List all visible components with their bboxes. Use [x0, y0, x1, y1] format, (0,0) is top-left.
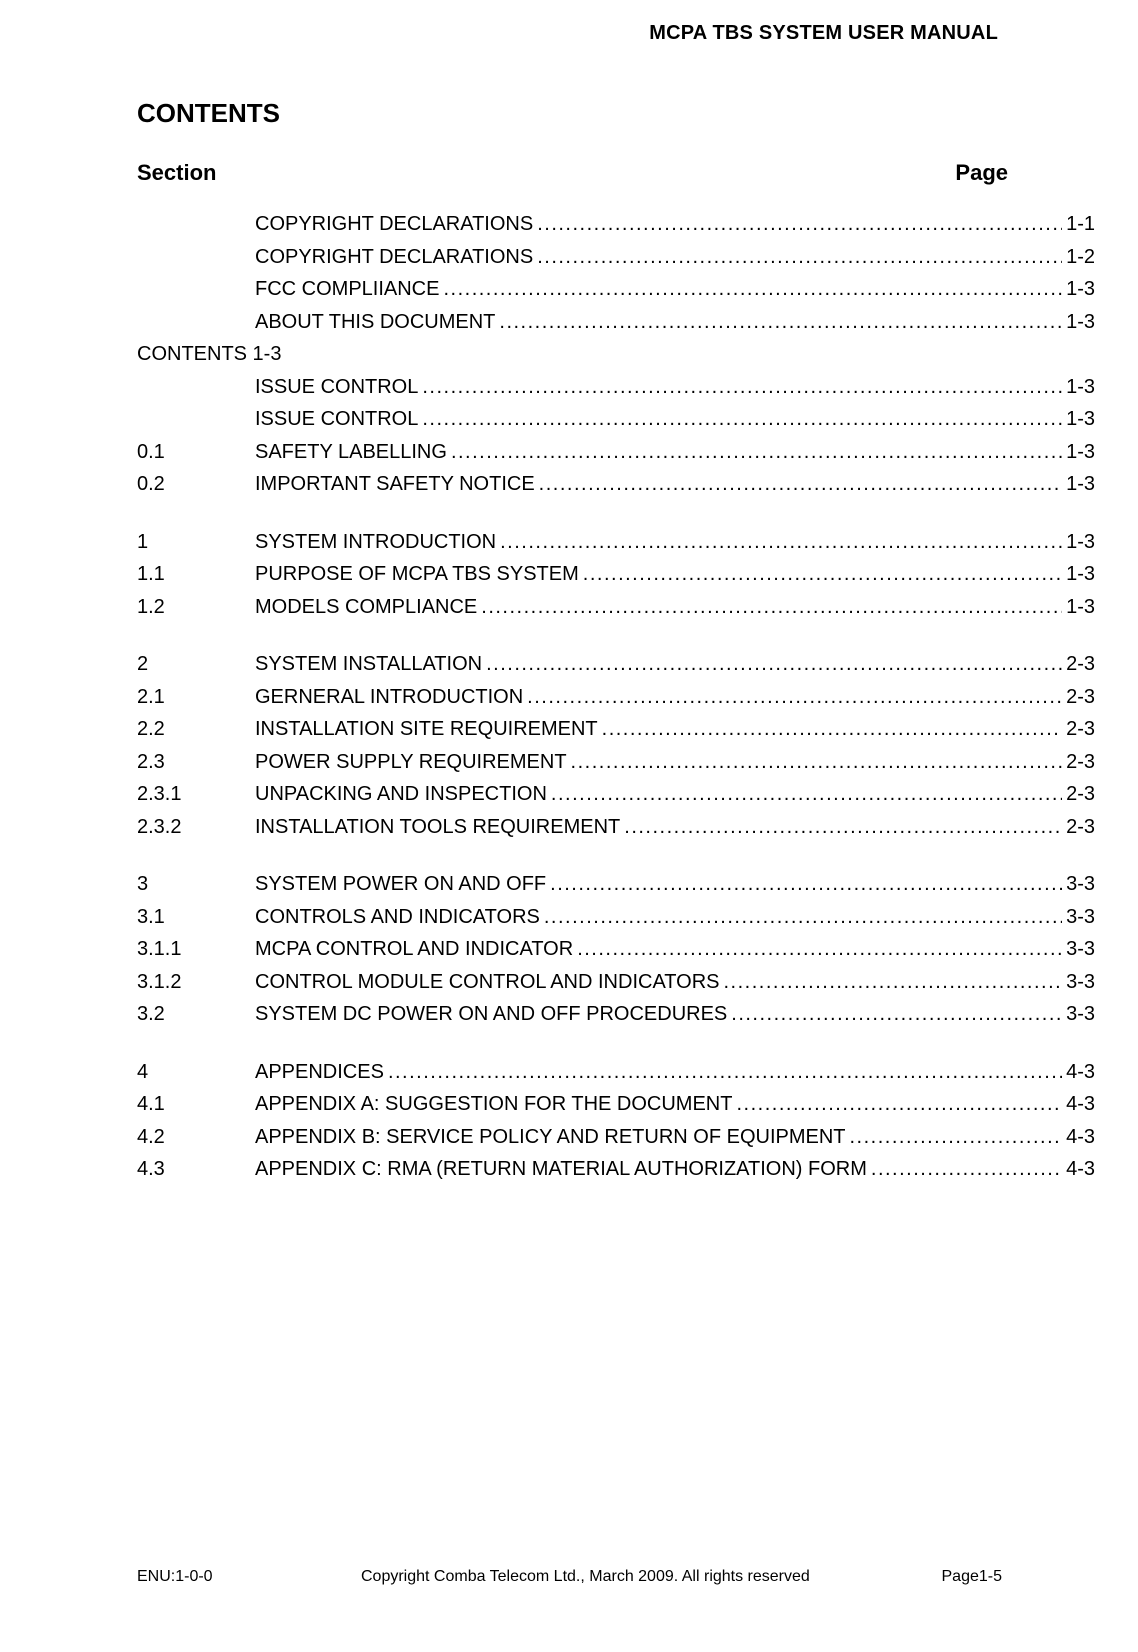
toc-dot-leader: [731, 1003, 1062, 1026]
toc-entry-page: 2-3: [1066, 750, 1095, 773]
toc-entry-number: 3.1.1: [137, 938, 182, 960]
toc-entry-page: 1-3: [1066, 440, 1095, 463]
toc-entry[interactable]: [137, 408, 1095, 441]
toc-entry-number: 0.1: [137, 440, 165, 463]
page-column-header: Page: [955, 160, 1008, 185]
toc-entry-page: 1-1: [1066, 213, 1095, 235]
toc-entry-page: 3-3: [1066, 905, 1095, 928]
toc-entry-page: 1-3: [1066, 473, 1095, 495]
toc-entry-title: GERNERAL INTRODUCTION: [255, 685, 524, 708]
toc-entry-number: 1.1: [137, 563, 165, 585]
toc-dot-leader: [481, 596, 1062, 619]
toc-entry[interactable]: [137, 1126, 1095, 1159]
toc-entry[interactable]: [137, 816, 1095, 849]
toc-entry-page: 1-3: [1066, 563, 1095, 585]
toc-dot-leader: [443, 278, 1062, 301]
toc-entry[interactable]: [137, 278, 1095, 311]
toc-entry-title: ISSUE CONTROL: [255, 408, 419, 430]
toc-dot-leader: [871, 1158, 1062, 1181]
toc-entry-page: 4-3: [1066, 1125, 1095, 1148]
toc-entry-page: 1-3: [1066, 595, 1095, 618]
toc-dot-leader: [550, 873, 1062, 896]
section-column-header: Section: [137, 160, 217, 185]
toc-entry[interactable]: [137, 531, 1095, 564]
toc-entry-page: 3-3: [1066, 938, 1095, 960]
toc-entry-title: CONTROL MODULE CONTROL AND INDICATORS: [255, 970, 720, 993]
toc-entry-title: APPENDIX A: SUGGESTION FOR THE DOCUMENT: [255, 1093, 733, 1115]
toc-entry-title: CONTROLS AND INDICATORS: [255, 905, 540, 928]
toc-entry[interactable]: [137, 376, 1095, 409]
toc-entry-number: 4: [137, 1060, 149, 1083]
toc-entry-number: 4.3: [137, 1158, 165, 1180]
toc-entry-title: CONTENTS 1-3: [137, 343, 282, 365]
toc-dot-leader: [422, 376, 1062, 399]
toc-entry-number: 4.2: [137, 1125, 165, 1148]
toc-entry[interactable]: [137, 686, 1095, 719]
toc-entry-title: PURPOSE OF MCPA TBS SYSTEM: [255, 563, 579, 585]
toc-entry[interactable]: [137, 1093, 1095, 1126]
toc-dot-leader: [422, 408, 1062, 431]
toc-entry[interactable]: [137, 718, 1095, 751]
toc-dot-leader: [736, 1093, 1062, 1116]
toc-entry-page: 3-3: [1066, 1003, 1095, 1025]
toc-entry[interactable]: [137, 596, 1095, 629]
toc-entry-title: SYSTEM POWER ON AND OFF: [255, 873, 547, 895]
toc-entry-number: 2.3.1: [137, 783, 182, 805]
toc-entry[interactable]: [137, 873, 1095, 906]
toc-entry-title: SAFETY LABELLING: [255, 440, 447, 463]
toc-entry[interactable]: [137, 751, 1095, 784]
toc-entry-number: 3: [137, 873, 149, 895]
toc-dot-leader: [571, 751, 1063, 774]
toc-entry[interactable]: [137, 311, 1095, 344]
toc-dot-leader: [500, 531, 1062, 554]
toc-entry-page: 1-2: [1066, 245, 1095, 268]
toc-entry-title: COPYRIGHT DECLARATIONS: [255, 245, 534, 268]
toc-entry-number: 0.2: [137, 473, 165, 495]
toc-entry-page: 4-3: [1066, 1060, 1095, 1083]
toc-entry[interactable]: [137, 906, 1095, 939]
copyright-notice: Copyright Comba Telecom Ltd., March 2009. All rights reserved: [361, 1568, 810, 1585]
toc-dot-leader: [577, 938, 1062, 961]
toc-entry-number: 3.1: [137, 905, 165, 928]
toc-dot-leader: [850, 1126, 1063, 1149]
toc-dot-leader: [724, 971, 1063, 994]
toc-entry-title: IMPORTANT SAFETY NOTICE: [255, 473, 535, 495]
toc-entry-page: 1-3: [1066, 310, 1095, 333]
toc-entry-title: INSTALLATION TOOLS REQUIREMENT: [255, 815, 621, 838]
toc-entry[interactable]: [137, 563, 1095, 596]
page-number: Page1-5: [941, 1568, 1002, 1585]
toc-entry-number: 4.1: [137, 1093, 165, 1115]
toc-dot-leader: [537, 213, 1062, 236]
toc-entry-number: 2: [137, 653, 149, 675]
toc-entry-page: 1-3: [1066, 530, 1095, 553]
toc-entry[interactable]: [137, 441, 1095, 474]
table-of-contents: [137, 213, 1095, 1191]
toc-dot-leader: [527, 686, 1062, 709]
toc-dot-leader: [551, 783, 1062, 806]
toc-dot-leader: [583, 563, 1062, 586]
toc-entry-title: FCC COMPLIIANCE: [255, 278, 440, 300]
toc-entry[interactable]: [137, 938, 1095, 971]
toc-entry-number: 2.3.2: [137, 815, 182, 838]
toc-entry[interactable]: [137, 1003, 1095, 1036]
toc-entry-number: 1: [137, 530, 149, 553]
toc-entry-page: 3-3: [1066, 873, 1095, 895]
toc-entry-number: 1.2: [137, 595, 165, 618]
toc-entry-title: APPENDICES: [255, 1060, 384, 1083]
toc-entry[interactable]: [137, 213, 1095, 246]
toc-entry-title: POWER SUPPLY REQUIREMENT: [255, 750, 567, 773]
toc-entry[interactable]: [137, 1158, 1095, 1191]
toc-entry-page: 2-3: [1066, 718, 1095, 740]
toc-entry-title: MCPA CONTROL AND INDICATOR: [255, 938, 574, 960]
toc-dot-leader: [624, 816, 1062, 839]
toc-entry-number: 2.1: [137, 685, 165, 708]
toc-entry-title: INSTALLATION SITE REQUIREMENT: [255, 718, 598, 740]
toc-dot-leader: [544, 906, 1062, 929]
toc-entry-title: APPENDIX B: SERVICE POLICY AND RETURN OF EQUIPMENT: [255, 1125, 846, 1148]
toc-entry-title: SYSTEM DC POWER ON AND OFF PROCEDURES: [255, 1003, 728, 1025]
toc-entry[interactable]: [137, 473, 1095, 506]
toc-entry-title: APPENDIX C: RMA (RETURN MATERIAL AUTHORIZATION) FORM: [255, 1158, 867, 1180]
toc-dot-leader: [451, 441, 1062, 464]
toc-entry-page: 4-3: [1066, 1093, 1095, 1115]
toc-entry-number: 3.2: [137, 1003, 165, 1025]
toc-entry[interactable]: [137, 783, 1095, 816]
toc-dot-leader: [537, 246, 1062, 269]
toc-dot-leader: [539, 473, 1062, 496]
toc-dot-leader: [602, 718, 1062, 741]
toc-entry-page: 1-3: [1066, 278, 1095, 300]
toc-entry-number: 2.3: [137, 750, 165, 773]
toc-entry[interactable]: [137, 1061, 1095, 1094]
toc-dot-leader: [486, 653, 1062, 676]
toc-dot-leader: [388, 1061, 1062, 1084]
toc-entry-title: SYSTEM INSTALLATION: [255, 653, 483, 675]
toc-entry[interactable]: [137, 246, 1095, 279]
toc-entry-title: COPYRIGHT DECLARATIONS: [255, 213, 534, 235]
toc-entry[interactable]: [137, 971, 1095, 1004]
toc-entry-page: 3-3: [1066, 970, 1095, 993]
toc-entry-number: 2.2: [137, 718, 165, 740]
document-id: ENU:1-0-0: [137, 1568, 213, 1585]
toc-entry-number: 3.1.2: [137, 970, 182, 993]
toc-entry-title: ABOUT THIS DOCUMENT: [255, 310, 496, 333]
toc-entry-title: SYSTEM INTRODUCTION: [255, 530, 497, 553]
toc-entry-page: 2-3: [1066, 783, 1095, 805]
toc-entry-title: ISSUE CONTROL: [255, 375, 419, 398]
toc-entry[interactable]: [137, 343, 1095, 376]
toc-entry-page: 2-3: [1066, 653, 1095, 675]
toc-entry-page: 4-3: [1066, 1158, 1095, 1180]
toc-entry-page: 1-3: [1066, 375, 1095, 398]
toc-entry-page: 1-3: [1066, 408, 1095, 430]
toc-entry-title: MODELS COMPLIANCE: [255, 595, 478, 618]
running-header: MCPA TBS SYSTEM USER MANUAL: [649, 22, 998, 44]
toc-entry-page: 2-3: [1066, 685, 1095, 708]
toc-entry-page: 2-3: [1066, 815, 1095, 838]
page-title: CONTENTS: [137, 98, 280, 128]
toc-dot-leader: [499, 311, 1062, 334]
toc-entry-title: UNPACKING AND INSPECTION: [255, 783, 547, 805]
toc-entry[interactable]: [137, 653, 1095, 686]
